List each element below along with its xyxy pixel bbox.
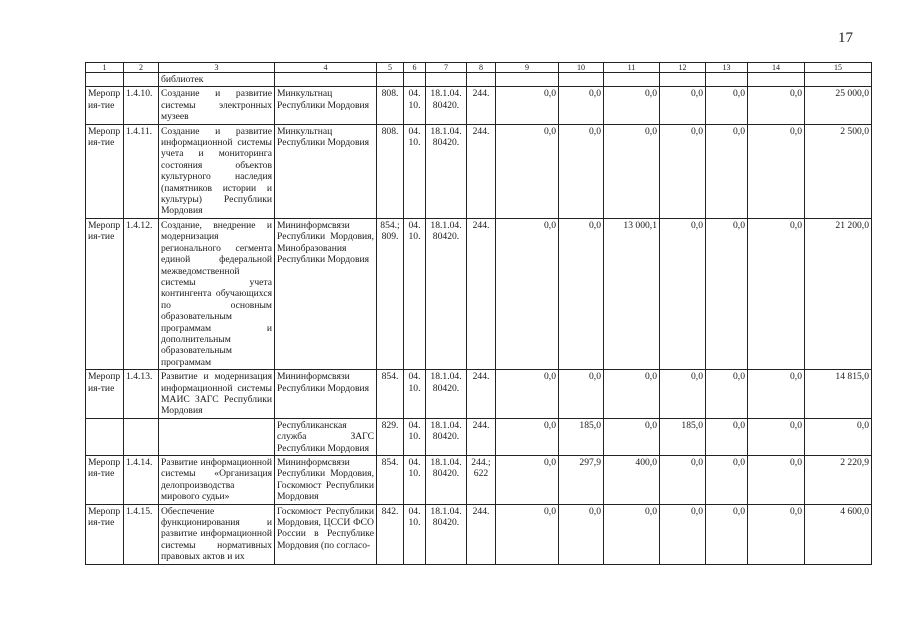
- cell-c5: 808.: [377, 87, 404, 124]
- cell-c13: 0,0: [706, 418, 748, 455]
- cell-c5: 854.; 809.: [377, 218, 404, 369]
- table-row: [86, 87, 872, 124]
- table-body: [86, 87, 872, 564]
- cell-c5: 808.: [377, 124, 404, 218]
- cell-c6: 04. 10.: [404, 218, 426, 369]
- cell-c4: Мининформсвязи Республики Мордовия: [275, 370, 377, 419]
- cell-c12: 0,0: [660, 218, 706, 369]
- cell-c7: 18.1.04. 80420.: [426, 504, 467, 564]
- cell-c1: Мероприя-тие: [86, 87, 124, 124]
- cell-c6: 04. 10.: [404, 370, 426, 419]
- cell-c7: 18.1.04. 80420.: [426, 218, 467, 369]
- cell: [748, 73, 805, 87]
- table-row: [86, 456, 872, 505]
- cell-c4: Мининформсвязи Республики Мордовия, Госкомюст Республики Мордовия: [275, 456, 377, 505]
- cell-c3: Создание, внедрение и модернизация регионального сегмента единой федеральной межведомственной системы учета контингента обучающихся по основным образовательным программам и дополнительным образовательным программам: [159, 218, 275, 369]
- column-header: 3: [159, 63, 275, 73]
- cell-c3: Создание и развитие информационной системы учета и мониторинга состояния объектов культурного наследия (памятников истории и культуры) Республики Мордовия: [159, 124, 275, 218]
- cell-c14: 0,0: [748, 218, 805, 369]
- cell-c15: 25 000,0: [805, 87, 872, 124]
- cell-c9: 0,0: [496, 124, 559, 218]
- column-header: 10: [559, 63, 604, 73]
- cell-c13: 0,0: [706, 370, 748, 419]
- cell-c1: Мероприя-тие: [86, 124, 124, 218]
- cell-c2: 1.4.15.: [124, 504, 159, 564]
- table-row: [86, 418, 872, 455]
- cell-c7: 18.1.04. 80420.: [426, 124, 467, 218]
- cell-c5: 854.: [377, 370, 404, 419]
- budget-table: [85, 62, 872, 565]
- cell-c10: 185,0: [559, 418, 604, 455]
- cell-c14: 0,0: [748, 418, 805, 455]
- cell-c12: 0,0: [660, 370, 706, 419]
- cell-c7: 18.1.04. 80420.: [426, 370, 467, 419]
- cell-c4: Республиканская служба ЗАГС Республики Мордовия: [275, 418, 377, 455]
- cell-c11: 0,0: [604, 504, 660, 564]
- table-row: [86, 218, 872, 369]
- column-header: 9: [496, 63, 559, 73]
- cell: [426, 73, 467, 87]
- cell-c9: 0,0: [496, 370, 559, 419]
- cell-c6: 04. 10.: [404, 456, 426, 505]
- cell-c9: 0,0: [496, 87, 559, 124]
- cell-c14: 0,0: [748, 124, 805, 218]
- table-row: [86, 370, 872, 419]
- cell-c11: 0,0: [604, 87, 660, 124]
- cell-c12: 0,0: [660, 504, 706, 564]
- cell-c15: 21 200,0: [805, 218, 872, 369]
- cell-c11: 0,0: [604, 124, 660, 218]
- cell-c3: Создание и развитие системы электронных музеев: [159, 87, 275, 124]
- cell: [660, 73, 706, 87]
- column-header: 8: [467, 63, 496, 73]
- cell-c12: 0,0: [660, 87, 706, 124]
- cell-c3: [159, 418, 275, 455]
- column-header: 14: [748, 63, 805, 73]
- continuation-row: [86, 73, 872, 87]
- cell: [377, 73, 404, 87]
- cell: [604, 73, 660, 87]
- cell-c8: 244.: [467, 218, 496, 369]
- cell-c3: Обеспечение функционирования и развитие информационной системы нормативных правовых актов и их: [159, 504, 275, 564]
- cell-c4: Госкомюст Республики Мордовия, ЦССИ ФСО России в Республике Мордовия (по согласо-: [275, 504, 377, 564]
- cell-c15: 2 220,9: [805, 456, 872, 505]
- column-header: 7: [426, 63, 467, 73]
- cell-c14: 0,0: [748, 456, 805, 505]
- cell-c2: 1.4.13.: [124, 370, 159, 419]
- table-row: [86, 504, 872, 564]
- cell-c10: 297,9: [559, 456, 604, 505]
- cell-c10: 0,0: [559, 124, 604, 218]
- cell-c9: 0,0: [496, 456, 559, 505]
- cell-c11: 0,0: [604, 418, 660, 455]
- cell-c3: Развитие и модернизация информационной системы МАИС ЗАГС Республики Мордовия: [159, 370, 275, 419]
- cell-c5: 829.: [377, 418, 404, 455]
- cell-c1: [86, 418, 124, 455]
- cell-c12: 185,0: [660, 418, 706, 455]
- cell-c9: 0,0: [496, 504, 559, 564]
- cell-c15: 14 815,0: [805, 370, 872, 419]
- cell: [559, 73, 604, 87]
- cell-c10: 0,0: [559, 218, 604, 369]
- cell-c14: 0,0: [748, 87, 805, 124]
- cell-c12: 0,0: [660, 456, 706, 505]
- cell-c9: 0,0: [496, 418, 559, 455]
- header-row: [86, 63, 872, 73]
- continuation-cell: библиотек: [159, 73, 275, 87]
- column-header: 2: [124, 63, 159, 73]
- cell: [706, 73, 748, 87]
- cell-c13: 0,0: [706, 87, 748, 124]
- cell-c12: 0,0: [660, 124, 706, 218]
- cell-c10: 0,0: [559, 87, 604, 124]
- cell-c8: 244.: [467, 124, 496, 218]
- cell-c2: 1.4.14.: [124, 456, 159, 505]
- cell-c14: 0,0: [748, 370, 805, 419]
- cell-c3: Развитие информационной системы «Организация делопроизводства мирового судьи»: [159, 456, 275, 505]
- cell: [124, 73, 159, 87]
- cell-c6: 04. 10.: [404, 504, 426, 564]
- cell-c2: 1.4.12.: [124, 218, 159, 369]
- cell-c5: 854.: [377, 456, 404, 505]
- cell-c2: 1.4.10.: [124, 87, 159, 124]
- cell-c6: 04. 10.: [404, 124, 426, 218]
- cell-c13: 0,0: [706, 124, 748, 218]
- cell-c7: 18.1.04. 80420.: [426, 418, 467, 455]
- cell-c13: 0,0: [706, 456, 748, 505]
- cell-c5: 842.: [377, 504, 404, 564]
- cell-c8: 244.: [467, 418, 496, 455]
- cell-c7: 18.1.04. 80420.: [426, 87, 467, 124]
- cell: [805, 73, 872, 87]
- cell-c7: 18.1.04. 80420.: [426, 456, 467, 505]
- column-header: 15: [805, 63, 872, 73]
- cell-c11: 13 000,1: [604, 218, 660, 369]
- cell-c8: 244.: [467, 87, 496, 124]
- column-header: 1: [86, 63, 124, 73]
- column-header: 13: [706, 63, 748, 73]
- cell-c11: 400,0: [604, 456, 660, 505]
- cell-c2: [124, 418, 159, 455]
- cell-c13: 0,0: [706, 218, 748, 369]
- cell-c1: Мероприя-тие: [86, 456, 124, 505]
- cell-c8: 244.: [467, 504, 496, 564]
- cell-c8: 244.; 622: [467, 456, 496, 505]
- column-header: 5: [377, 63, 404, 73]
- cell-c10: 0,0: [559, 504, 604, 564]
- cell: [496, 73, 559, 87]
- cell-c6: 04. 10.: [404, 87, 426, 124]
- cell-c14: 0,0: [748, 504, 805, 564]
- page-number: 17: [838, 30, 853, 46]
- column-header: 12: [660, 63, 706, 73]
- cell-c4: Минкультнац Республики Мордовия: [275, 87, 377, 124]
- cell-c13: 0,0: [706, 504, 748, 564]
- cell-c1: Мероприя-тие: [86, 218, 124, 369]
- column-header: 4: [275, 63, 377, 73]
- cell-c4: Мининформсвязи Республики Мордовия, Минобразования Республики Мордовия: [275, 218, 377, 369]
- cell-c15: 0,0: [805, 418, 872, 455]
- cell-c9: 0,0: [496, 218, 559, 369]
- cell: [467, 73, 496, 87]
- cell-c6: 04. 10.: [404, 418, 426, 455]
- cell-c15: 2 500,0: [805, 124, 872, 218]
- cell-c15: 4 600,0: [805, 504, 872, 564]
- cell-c11: 0,0: [604, 370, 660, 419]
- cell-c1: Мероприя-тие: [86, 370, 124, 419]
- column-header: 11: [604, 63, 660, 73]
- cell-c4: Минкультнац Республики Мордовия: [275, 124, 377, 218]
- cell: [275, 73, 377, 87]
- cell: [86, 73, 124, 87]
- cell-c2: 1.4.11.: [124, 124, 159, 218]
- cell-c8: 244.: [467, 370, 496, 419]
- table-row: [86, 124, 872, 218]
- cell-c10: 0,0: [559, 370, 604, 419]
- cell: [404, 73, 426, 87]
- column-header: 6: [404, 63, 426, 73]
- cell-c1: Мероприя-тие: [86, 504, 124, 564]
